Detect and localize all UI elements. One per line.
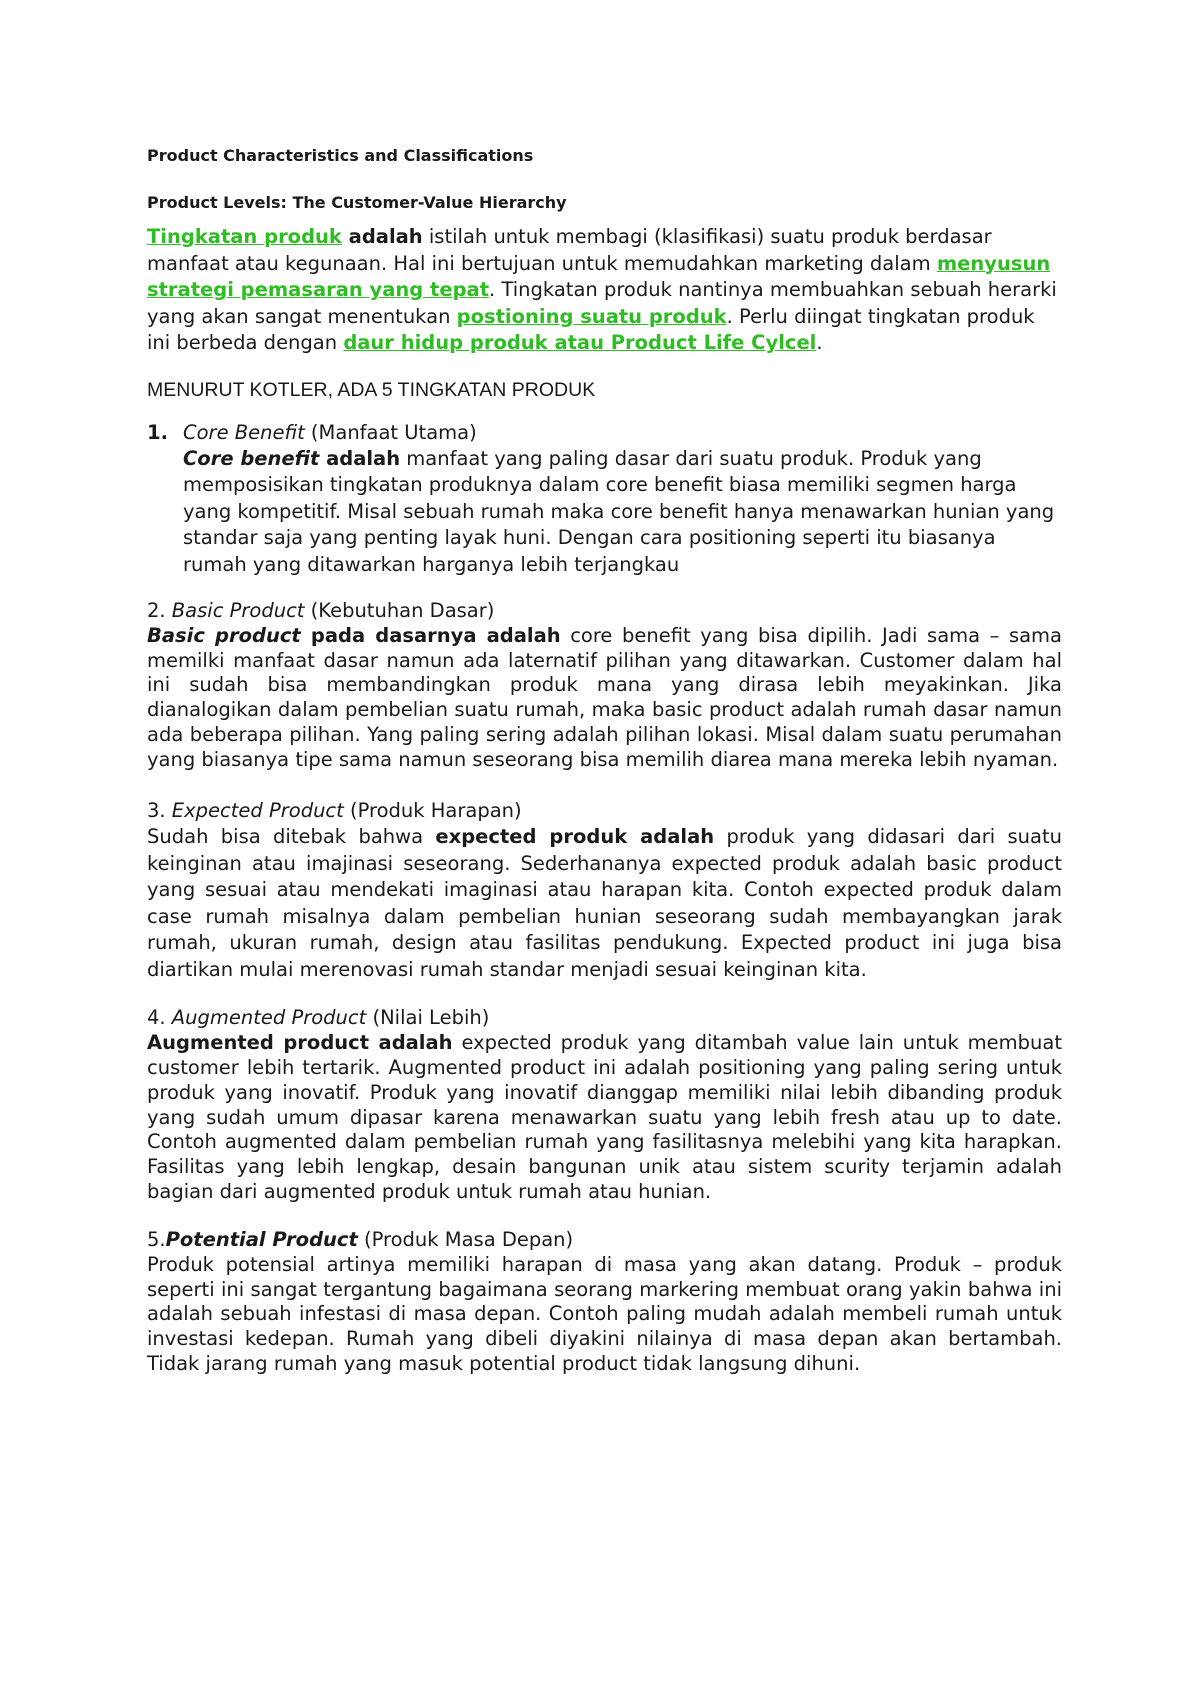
section-heading <box>147 598 1062 624</box>
section-subname: (Manfaat Utama) <box>304 420 477 444</box>
body-text: expected produk yang ditambah value lain untuk membuat customer lebih tertarik. Augmented product ini adalah positioning yang paling sering untuk produk yang inovatif. Produk yang inovatif dianggap memiliki nilai lebih dibanding produk yang sudah umum dipasar karena menawarkan suatu yang lebih fresh atau up to date. Contoh augmented dalam pembelian rumah yang fasilitasnya melebihi yang kita harapkan. Fasilitas yang lebih lengkap, desain bangunan unik atau sistem scurity terjamin adalah bagian dari augmented produk untuk rumah atau hunian. <box>147 1031 1063 1203</box>
body-text: manfaat yang paling dasar dari suatu produk. Produk yang memposisikan tingkatan produknya dalam core benefit biasa memiliki segmen harga yang kompetitif. Misal sebuah rumah maka core benefit hanya menawarkan hunian yang standar saja yang penting layak huni. Dengan cara positioning seperti itu biasanya rumah yang ditawarkan harganya lebih terjangkau <box>183 446 1055 576</box>
body-text: produk yang didasari dari suatu keinginan atau imajinasi seseorang. Sederhananya expected produk adalah basic product yang sesuai atau mendekati imaginasi atau harapan kita. Contoh expected produk dalam case rumah misalnya dalam pembelian hunian seseorang sudah membayangkan jarak rumah, ukuran rumah, design atau fasilitas pendukung. Expected product ini juga bisa diartikan mulai merenovasi rumah standar menjadi sesuai keinginan kita. <box>147 825 1062 981</box>
section-subname: (Produk Harapan) <box>343 799 522 823</box>
section-heading <box>147 1227 1062 1253</box>
document-subtitle: Product Levels: The Customer-Value Hierarchy <box>147 193 567 212</box>
section-expected-product <box>147 798 1062 983</box>
document-title: Product Characteristics and Classifications <box>147 146 534 165</box>
link-strategi-pemasaran[interactable]: menyusun strategi pemasaran yang tepat <box>147 251 1051 301</box>
body-pre-text: Sudah bisa ditebak bahwa <box>147 825 436 849</box>
section-body <box>147 1031 1062 1205</box>
section-name: Augmented Product <box>165 1006 367 1030</box>
intro-paragraph <box>147 224 1062 357</box>
list-number: 4. <box>147 1006 166 1030</box>
link-positioning-produk[interactable]: postioning suatu produk <box>456 304 727 328</box>
lead-bold: pada dasarnya adalah <box>300 624 561 647</box>
link-daur-hidup-produk[interactable]: daur hidup produk atau Product Life Cylcel <box>343 331 817 354</box>
list-number: 5. <box>147 1227 166 1251</box>
section-name: Core Benefit <box>183 420 305 444</box>
section-name: Basic Product <box>165 599 305 622</box>
section-subname: (Produk Masa Depan) <box>357 1227 574 1251</box>
section-augmented-product <box>147 1005 1062 1205</box>
list-number: 1. <box>147 420 168 444</box>
lead-bold: expected produk adalah <box>435 825 715 849</box>
lead-term: Basic product <box>147 624 301 647</box>
list-number: 3. <box>147 799 166 823</box>
section-core-benefit <box>147 420 1062 579</box>
lead-term: Core benefit <box>183 446 320 470</box>
section-name: Expected Product <box>165 799 344 823</box>
section-heading <box>147 798 1062 824</box>
section-body <box>183 446 1062 579</box>
lead-bold: Augmented product adalah <box>147 1031 453 1055</box>
intro-text-bold: adalah <box>341 225 423 248</box>
section-basic-product <box>147 598 1062 772</box>
intro-text: . Perlu diingat tingkatan produk ini berbeda dengan <box>147 304 1035 354</box>
section-body <box>147 624 1062 772</box>
section-subname: (Nilai Lebih) <box>366 1006 490 1030</box>
section-heading <box>147 1005 1062 1031</box>
intro-text: . Tingkatan produk nantinya membuahkan sebuah herarki yang akan sangat menentukan <box>147 278 1057 328</box>
list-number: 2. <box>147 599 166 622</box>
section-body <box>147 824 1062 983</box>
section-potential-product <box>147 1227 1062 1377</box>
link-tingkatan-produk[interactable]: Tingkatan produk <box>147 225 342 248</box>
body-text: Produk potensial artinya memiliki harapan di masa yang akan datang. Produk – produk seperti ini sangat tergantung bagaimana seorang markering membuat orang yakin bahwa ini adalah sebuah infestasi di masa depan. Contoh paling mudah adalah membeli rumah untuk investasi kedepan. Rumah yang dibeli diyakini nilainya di masa depan akan bertambah. Tidak jarang rumah yang masuk potential product tidak langsung dihuni. <box>147 1252 1062 1375</box>
body-text: core benefit yang bisa dipilih. Jadi sama – sama memilki manfaat dasar namun ada laternatif pilihan yang ditawarkan. Customer dalam hal ini sudah bisa membandingkan produk mana yang dirasa lebih meyakinkan. Jika dianalogikan dalam pembelian suatu rumah, maka basic product adalah rumah dasar namun ada beberapa pilihan. Yang paling sering adalah pilihan lokasi. Misal dalam suatu perumahan yang biasanya tipe sama namun seseorang bisa memilih diarea mana mereka lebih nyaman. <box>147 624 1062 771</box>
kotler-heading: MENURUT KOTLER, ADA 5 TINGKATAN PRODUK <box>147 378 596 401</box>
section-subname: (Kebutuhan Dasar) <box>304 599 495 622</box>
section-heading <box>147 420 1062 446</box>
lead-bold: adalah <box>319 446 401 470</box>
intro-text: istilah untuk membagi (klasifikasi) suatu produk berdasar manfaat atau kegunaan. Hal ini bertujuan untuk memudahkan marketing dalam <box>147 225 992 275</box>
intro-text: . <box>816 331 823 354</box>
section-name: Potential Product <box>165 1227 358 1251</box>
section-body <box>147 1253 1062 1377</box>
document-body <box>147 146 1062 1377</box>
